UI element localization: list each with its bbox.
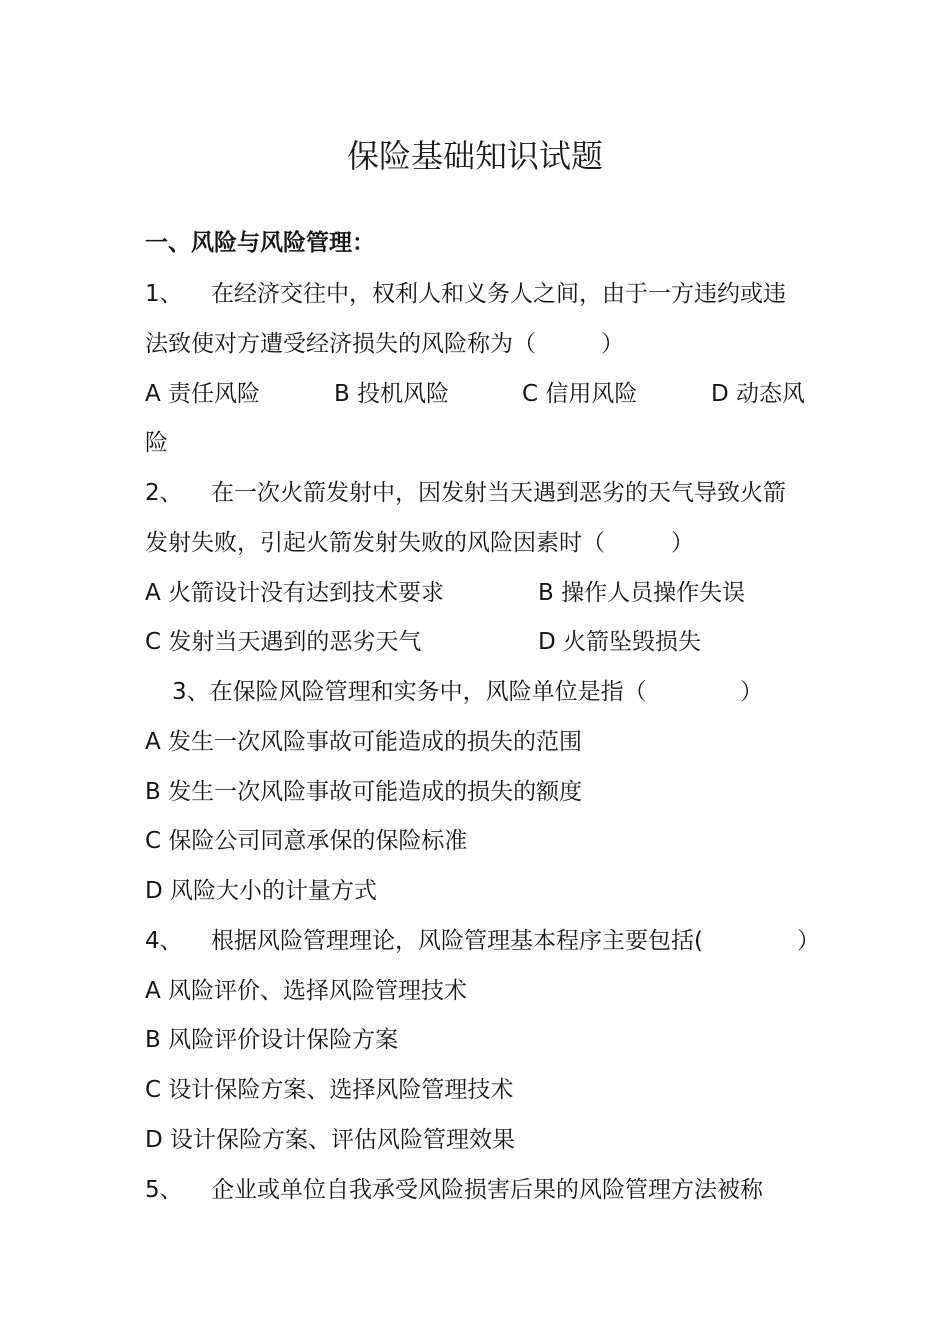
q1-option-b: B 投机风险 [334, 381, 450, 407]
q3-text: 3、在保险风险管理和实务中，风险单位是指（ [172, 679, 647, 705]
q4-number: 4、 [145, 928, 183, 954]
q3-option-b: B 发生一次风险事故可能造成的损失的额度 [145, 779, 583, 805]
q1-option-d: D 动态风 [711, 381, 806, 407]
q5-number: 5、 [145, 1177, 183, 1203]
q2-option-b: B 操作人员操作失误 [538, 580, 746, 606]
q3-option-a: A 发生一次风险事故可能造成的损失的范围 [145, 729, 583, 755]
q2-option-d: D 火箭坠毁损失 [538, 629, 702, 655]
q1-text-line1: 在经济交往中，权利人和义务人之间，由于一方违约或违 [211, 281, 786, 307]
q3-option-c: C 保险公司同意承保的保险标准 [145, 828, 468, 854]
q5-text: 企业或单位自我承受风险损害后果的风险管理方法被称 [211, 1177, 763, 1203]
q1-close-paren: ） [601, 331, 624, 357]
section-heading: 一、风险与风险管理： [145, 230, 375, 256]
q1-option-c: C 信用风险 [522, 381, 638, 407]
q4-close-paren: ） [797, 928, 820, 954]
q4-option-a: A 风险评价、选择风险管理技术 [145, 978, 468, 1004]
q1-option-d-wrap: 险 [145, 430, 168, 456]
q3-option-d: D 风险大小的计量方式 [145, 878, 378, 904]
q2-close-paren: ） [671, 530, 694, 556]
q4-text: 根据风险管理理论，风险管理基本程序主要包括( [211, 928, 703, 954]
q4-option-b: B 风险评价设计保险方案 [145, 1027, 399, 1053]
q4-option-c: C 设计保险方案、选择风险管理技术 [145, 1077, 514, 1103]
q4-option-d: D 设计保险方案、评估风险管理效果 [145, 1127, 516, 1153]
q2-option-c: C 发射当天遇到的恶劣天气 [145, 629, 422, 655]
q3-close-paren: ） [740, 679, 763, 705]
q1-text-line2: 法致使对方遭受经济损失的风险称为（ [145, 331, 536, 357]
q2-number: 2、 [145, 480, 183, 506]
q2-text-line1: 在一次火箭发射中，因发射当天遇到恶劣的天气导致火箭 [211, 480, 786, 506]
q1-number: 1、 [145, 281, 183, 307]
document-title: 保险基础知识试题 [346, 137, 603, 175]
q2-option-a: A 火箭设计没有达到技术要求 [145, 580, 445, 606]
q1-option-a: A 责任风险 [145, 381, 261, 407]
q2-text-line2: 发射失败，引起火箭发射失败的风险因素时（ [145, 530, 605, 556]
